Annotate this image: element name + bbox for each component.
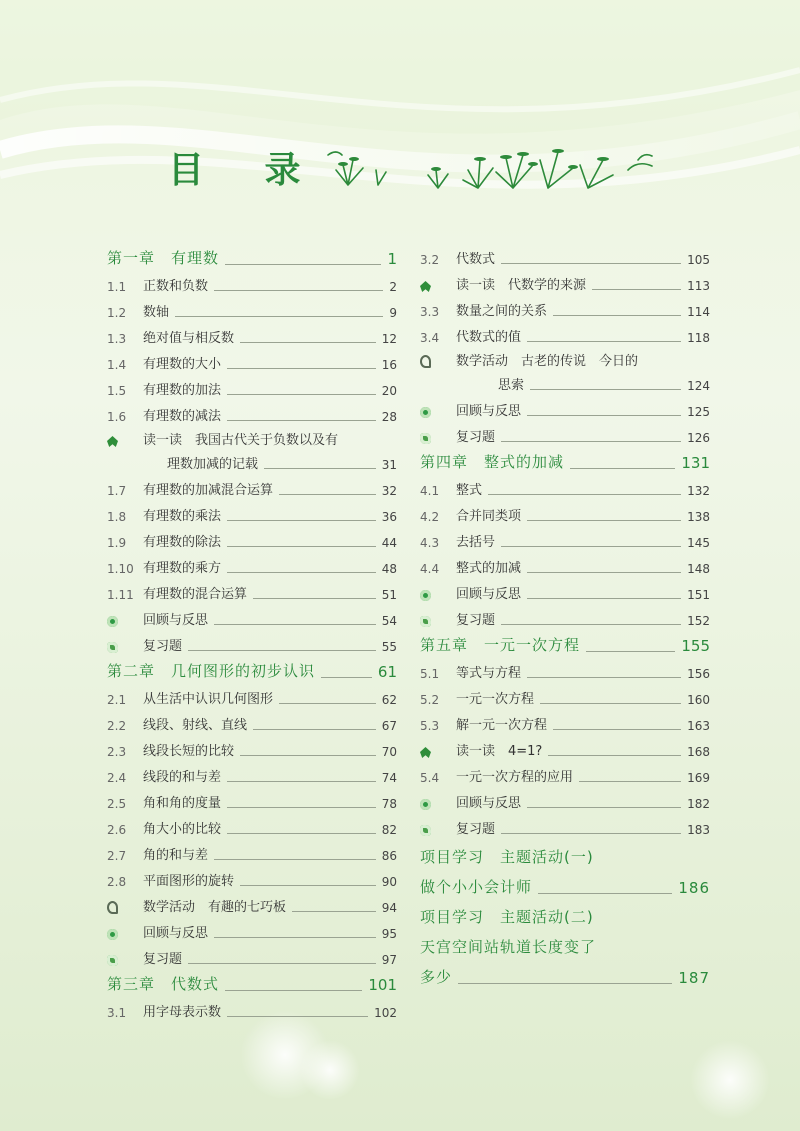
- review-icon: [420, 407, 431, 418]
- section-number: 2.6: [107, 823, 127, 837]
- toc-entry-title: 回顾与反思: [456, 587, 522, 602]
- toc-entry-title: 从生活中认识几何图形: [143, 692, 274, 707]
- toc-page-number: 148: [687, 562, 710, 576]
- toc-entry[interactable]: [107, 735, 397, 761]
- toc-page-number: 31: [381, 458, 397, 472]
- dot-leader: [240, 755, 376, 756]
- section-number: 2.4: [107, 771, 127, 785]
- toc-chapter[interactable]: [420, 447, 710, 474]
- toc-entry[interactable]: [420, 347, 710, 395]
- toc-entry[interactable]: [420, 269, 710, 295]
- toc-entry-title: 角和角的度量: [143, 796, 222, 811]
- dot-leader: [279, 494, 376, 495]
- toc-entry[interactable]: [107, 374, 397, 400]
- toc-entry-title: 一元一次方程的应用: [456, 770, 574, 785]
- dot-leader: [321, 677, 372, 678]
- toc-entry[interactable]: [107, 943, 397, 969]
- dot-leader: [458, 983, 672, 984]
- dot-leader: [538, 893, 672, 894]
- section-number: 1.6: [107, 410, 127, 424]
- toc-page-number: 152: [687, 614, 710, 628]
- toc-page-number: 156: [687, 667, 710, 681]
- dot-leader: [227, 572, 376, 573]
- dot-leader: [501, 624, 681, 625]
- toc-entry[interactable]: [107, 865, 397, 891]
- toc-entry[interactable]: [107, 474, 397, 500]
- dot-leader: [540, 703, 681, 704]
- toc-entry-title: 用字母表示数: [143, 1005, 222, 1020]
- toc-page-number: 1: [387, 250, 397, 268]
- toc-entry-title: 第五章 一元一次方程: [420, 636, 581, 654]
- exercise-icon: [107, 955, 118, 966]
- toc-entry-title: 绝对值与相反数: [143, 331, 235, 346]
- exercise-icon: [420, 616, 431, 627]
- section-number: 2.1: [107, 693, 127, 707]
- toc-entry-title: 数学活动 古老的传说 今日的: [456, 354, 639, 369]
- dot-leader: [240, 885, 376, 886]
- toc-page-number: 55: [381, 640, 397, 654]
- review-icon: [420, 590, 456, 604]
- toc-entry-title: 读一读 我国古代关于负数以及有: [143, 433, 339, 448]
- review-icon: [107, 929, 118, 940]
- toc-page-number: 86: [381, 849, 397, 863]
- toc-entry[interactable]: [107, 270, 397, 296]
- section-number: 3.3: [420, 305, 440, 319]
- review-icon: [107, 929, 143, 943]
- toc-entry[interactable]: [420, 243, 710, 269]
- toc-entry-title: 有理数的除法: [143, 535, 222, 550]
- read-icon: [107, 436, 143, 450]
- toc-page-number: 182: [687, 797, 710, 811]
- toc-page-number: 169: [687, 771, 710, 785]
- toc-entry[interactable]: [420, 683, 710, 709]
- toc-entry-title: 有理数的加法: [143, 383, 222, 398]
- review-icon: [107, 616, 143, 630]
- dot-leader: [488, 494, 681, 495]
- toc-entry-title: 有理数的乘方: [143, 561, 222, 576]
- section-number: 1.9: [107, 536, 127, 550]
- toc-page-number: 95: [381, 927, 397, 941]
- toc-page-number: 48: [381, 562, 397, 576]
- toc-page-number: 28: [381, 410, 397, 424]
- section-number: 2.7: [107, 849, 127, 863]
- dot-leader: [579, 781, 681, 782]
- activity-icon: [420, 355, 431, 368]
- exercise-icon: [420, 616, 456, 630]
- dot-leader: [227, 394, 376, 395]
- toc-page-number: 90: [381, 875, 397, 889]
- toc-left-column: [107, 243, 397, 1022]
- section-number: 1.8: [107, 510, 127, 524]
- dot-leader: [227, 781, 376, 782]
- toc-page-number: 82: [381, 823, 397, 837]
- review-icon: [420, 590, 431, 601]
- dot-leader: [527, 415, 681, 416]
- section-number: 4.3: [420, 536, 440, 550]
- section-number: 2.2: [107, 719, 127, 733]
- exercise-icon: [107, 642, 143, 656]
- toc-entry-title: 第三章 代数式: [107, 975, 220, 993]
- toc-page-number: 78: [381, 797, 397, 811]
- review-icon: [420, 799, 456, 813]
- toc-entry[interactable]: [107, 761, 397, 787]
- toc-entry-title: 平面图形的旋转: [143, 874, 235, 889]
- toc-chapter[interactable]: [107, 969, 397, 996]
- toc-chapter[interactable]: [107, 243, 397, 270]
- toc-entry[interactable]: [107, 552, 397, 578]
- toc-page-number: 12: [381, 332, 397, 346]
- toc-entry[interactable]: [107, 839, 397, 865]
- toc-entry[interactable]: [420, 421, 710, 447]
- toc-entry-title: 有理数的减法: [143, 409, 222, 424]
- toc-entry-title: 代数式: [456, 252, 496, 267]
- section-number: 3.4: [420, 331, 440, 345]
- dot-leader: [227, 546, 376, 547]
- section-number: 2.3: [107, 745, 127, 759]
- section-number: 2.8: [107, 875, 127, 889]
- toc-entry[interactable]: [107, 400, 397, 426]
- toc-page-number: 70: [381, 745, 397, 759]
- dot-leader: [227, 807, 376, 808]
- section-number: 4.1: [420, 484, 440, 498]
- toc-right-column: [420, 243, 710, 989]
- toc-entry-title: 读一读 4=1?: [456, 744, 543, 759]
- dot-leader: [553, 315, 681, 316]
- toc-entry-title: 角大小的比较: [143, 822, 222, 837]
- dot-leader: [530, 389, 681, 390]
- toc-page-number: 62: [381, 693, 397, 707]
- dot-leader: [227, 420, 376, 421]
- toc-entry-title: 解一元一次方程: [456, 718, 548, 733]
- toc-entry-title: 项目学习 主题活动(二): [420, 908, 594, 926]
- toc-entry[interactable]: [420, 295, 710, 321]
- dot-leader: [292, 911, 376, 912]
- toc-page-number: 145: [687, 536, 710, 550]
- toc-entry[interactable]: [107, 348, 397, 374]
- dot-leader: [279, 703, 376, 704]
- toc-project[interactable]: [420, 869, 710, 899]
- dot-leader: [527, 341, 681, 342]
- section-number: 3.1: [107, 1006, 127, 1020]
- toc-page-number: 186: [678, 879, 710, 897]
- toc-entry[interactable]: [420, 604, 710, 630]
- section-number: 5.1: [420, 667, 440, 681]
- section-number: 4.2: [420, 510, 440, 524]
- toc-page-number: 132: [687, 484, 710, 498]
- toc-entry-title: 第一章 有理数: [107, 249, 220, 267]
- read-icon: [420, 747, 431, 758]
- bokeh-decoration: [300, 1040, 360, 1100]
- toc-entry[interactable]: [420, 787, 710, 813]
- toc-page-number: 124: [687, 379, 710, 393]
- toc-entry-title: 整式的加减: [456, 561, 522, 576]
- toc-entry[interactable]: [107, 996, 397, 1022]
- toc-entry-title: 复习题: [143, 952, 183, 967]
- exercise-icon: [107, 955, 143, 969]
- review-icon: [107, 616, 118, 627]
- toc-entry-title: 线段的和与差: [143, 770, 222, 785]
- toc-entry[interactable]: [420, 321, 710, 347]
- toc-entry[interactable]: [107, 322, 397, 348]
- dot-leader: [553, 729, 681, 730]
- toc-page-number: 2: [389, 280, 397, 294]
- toc-entry[interactable]: [107, 426, 397, 474]
- toc-entry[interactable]: [420, 735, 710, 761]
- dot-leader: [175, 316, 383, 317]
- review-icon: [420, 799, 431, 810]
- dot-leader: [501, 441, 681, 442]
- toc-entry-title: 复习题: [456, 613, 496, 628]
- dot-leader: [527, 807, 681, 808]
- dot-leader: [227, 368, 376, 369]
- toc-page-number: 32: [381, 484, 397, 498]
- toc-entry-title: 第二章 几何图形的初步认识: [107, 662, 316, 680]
- toc-entry-title: 数轴: [143, 305, 170, 320]
- toc-page-number: 102: [374, 1006, 397, 1020]
- toc-page-number: 138: [687, 510, 710, 524]
- toc-entry[interactable]: [420, 657, 710, 683]
- dot-leader: [227, 520, 376, 521]
- toc-entry[interactable]: [107, 604, 397, 630]
- dot-leader: [227, 833, 376, 834]
- dot-leader: [225, 990, 362, 991]
- toc-entry[interactable]: [107, 683, 397, 709]
- dot-leader: [592, 289, 681, 290]
- plant-decoration-icon: [318, 130, 678, 200]
- exercise-icon: [420, 433, 431, 444]
- dot-leader: [214, 624, 376, 625]
- dot-leader: [527, 572, 681, 573]
- toc-project[interactable]: [420, 899, 710, 929]
- section-number: 1.4: [107, 358, 127, 372]
- toc-entry-title: 第四章 整式的加减: [420, 453, 565, 471]
- toc-entry-title: 回顾与反思: [456, 796, 522, 811]
- dot-leader: [586, 651, 675, 652]
- toc-entry-title: 整式: [456, 483, 483, 498]
- activity-icon: [107, 901, 118, 914]
- toc-entry[interactable]: [107, 526, 397, 552]
- dot-leader: [214, 937, 376, 938]
- toc-entry-title: 回顾与反思: [456, 404, 522, 419]
- toc-entry-title: 数量之间的关系: [456, 304, 548, 319]
- dot-leader: [527, 598, 681, 599]
- toc-entry-title: 做个小小会计师: [420, 878, 533, 896]
- toc-entry-title: 项目学习 主题活动(一): [420, 848, 594, 866]
- review-icon: [420, 407, 456, 421]
- section-number: 1.5: [107, 384, 127, 398]
- toc-page-number: 155: [681, 637, 710, 655]
- toc-entry-title: 复习题: [456, 822, 496, 837]
- toc-entry-title: 正数和负数: [143, 279, 209, 294]
- section-number: 1.7: [107, 484, 127, 498]
- dot-leader: [527, 677, 681, 678]
- dot-leader: [501, 546, 681, 547]
- dot-leader: [548, 755, 681, 756]
- toc-entry[interactable]: [107, 891, 397, 917]
- toc-page-number: 114: [687, 305, 710, 319]
- toc-page-number: 97: [381, 953, 397, 967]
- toc-page-number: 36: [381, 510, 397, 524]
- toc-entry[interactable]: [420, 474, 710, 500]
- dot-leader: [527, 520, 681, 521]
- toc-page-number: 126: [687, 431, 710, 445]
- exercise-icon: [420, 825, 456, 839]
- dot-leader: [253, 598, 376, 599]
- toc-page-number: 168: [687, 745, 710, 759]
- toc-entry-title: 天宫空间站轨道长度变了: [420, 938, 597, 956]
- toc-entry[interactable]: [420, 813, 710, 839]
- toc-page-number: 105: [687, 253, 710, 267]
- dot-leader: [253, 729, 376, 730]
- toc-entry[interactable]: [420, 578, 710, 604]
- dot-leader: [214, 859, 376, 860]
- toc-entry[interactable]: [420, 526, 710, 552]
- toc-page-number: 94: [381, 901, 397, 915]
- toc-entry-title: 线段、射线、直线: [143, 718, 248, 733]
- section-number: 3.2: [420, 253, 440, 267]
- exercise-icon: [107, 642, 118, 653]
- dot-leader: [225, 264, 381, 265]
- toc-page-number: 20: [381, 384, 397, 398]
- toc-page-number: 51: [381, 588, 397, 602]
- section-number: 4.4: [420, 562, 440, 576]
- toc-page-number: 44: [381, 536, 397, 550]
- toc-entry-title: 多少: [420, 968, 453, 986]
- section-number: 2.5: [107, 797, 127, 811]
- toc-entry-title: 有理数的大小: [143, 357, 222, 372]
- toc-entry-title: 一元一次方程: [456, 692, 535, 707]
- section-number: 1.10: [107, 562, 134, 576]
- section-number: 5.3: [420, 719, 440, 733]
- toc-entry[interactable]: [420, 552, 710, 578]
- header-swoosh-decoration: [0, 0, 800, 240]
- toc-page-number: 67: [381, 719, 397, 733]
- dot-leader: [227, 1016, 368, 1017]
- read-icon: [107, 436, 118, 447]
- toc-entry[interactable]: [107, 813, 397, 839]
- dot-leader: [188, 650, 376, 651]
- toc-project[interactable]: [420, 929, 710, 959]
- toc-entry-title: 合并同类项: [456, 509, 522, 524]
- toc-entry[interactable]: [107, 296, 397, 322]
- toc-page-number: 125: [687, 405, 710, 419]
- toc-chapter[interactable]: [420, 630, 710, 657]
- toc-entry[interactable]: [420, 709, 710, 735]
- toc-entry[interactable]: [107, 500, 397, 526]
- toc-entry-title: 复习题: [143, 639, 183, 654]
- section-number: 1.3: [107, 332, 127, 346]
- toc-entry[interactable]: [107, 578, 397, 604]
- read-icon: [420, 281, 456, 295]
- toc-entry-title: 复习题: [456, 430, 496, 445]
- read-icon: [420, 281, 431, 292]
- toc-page-number: 183: [687, 823, 710, 837]
- toc-entry[interactable]: [107, 709, 397, 735]
- toc-entry[interactable]: [107, 787, 397, 813]
- toc-page-number: 101: [368, 976, 397, 994]
- toc-page-number: 151: [687, 588, 710, 602]
- toc-entry[interactable]: [420, 395, 710, 421]
- toc-entry[interactable]: [420, 761, 710, 787]
- toc-page-number: 54: [381, 614, 397, 628]
- toc-page-number: 61: [377, 663, 397, 681]
- toc-entry-title-continued: 理数加减的记载: [167, 457, 259, 472]
- toc-entry-title: 去括号: [456, 535, 496, 550]
- read-icon: [420, 747, 456, 761]
- dot-leader: [240, 342, 376, 343]
- toc-entry-title: 角的和与差: [143, 848, 209, 863]
- toc-page-number: 118: [687, 331, 710, 345]
- section-number: 1.2: [107, 306, 127, 320]
- toc-chapter[interactable]: [107, 656, 397, 683]
- toc-page-number: 9: [389, 306, 397, 320]
- activity-icon: [107, 901, 143, 917]
- toc-entry[interactable]: [107, 630, 397, 656]
- toc-page-number: 16: [381, 358, 397, 372]
- toc-page-number: 74: [381, 771, 397, 785]
- toc-entry-title: 读一读 代数学的来源: [456, 278, 587, 293]
- dot-leader: [501, 833, 681, 834]
- toc-entry-title: 线段长短的比较: [143, 744, 235, 759]
- toc-entry-title: 有理数的乘法: [143, 509, 222, 524]
- bokeh-decoration: [690, 1040, 770, 1120]
- toc-entry-title: 等式与方程: [456, 666, 522, 681]
- page-title: 目 录: [168, 149, 325, 191]
- toc-entry-title: 回顾与反思: [143, 613, 209, 628]
- exercise-icon: [420, 825, 431, 836]
- section-number: 5.4: [420, 771, 440, 785]
- toc-entry-title: 代数式的值: [456, 330, 522, 345]
- toc-entry-title: 回顾与反思: [143, 926, 209, 941]
- section-number: 5.2: [420, 693, 440, 707]
- toc-entry-title: 数学活动 有趣的七巧板: [143, 900, 287, 915]
- toc-page-number: 160: [687, 693, 710, 707]
- dot-leader: [501, 263, 681, 264]
- dot-leader: [188, 963, 376, 964]
- toc-entry-title-continued: 思索: [498, 378, 525, 393]
- toc-project[interactable]: [420, 839, 710, 869]
- dot-leader: [214, 290, 383, 291]
- toc-entry[interactable]: [107, 917, 397, 943]
- dot-leader: [570, 468, 675, 469]
- toc-project[interactable]: [420, 959, 710, 989]
- exercise-icon: [420, 433, 456, 447]
- toc-entry-title: 有理数的加减混合运算: [143, 483, 274, 498]
- toc-entry-title: 有理数的混合运算: [143, 587, 248, 602]
- section-number: 1.11: [107, 588, 134, 602]
- toc-page-number: 131: [681, 454, 710, 472]
- dot-leader: [264, 468, 376, 469]
- toc-page-number: 113: [687, 279, 710, 293]
- section-number: 1.1: [107, 280, 127, 294]
- toc-page-number: 187: [678, 969, 710, 987]
- toc-page-number: 163: [687, 719, 710, 733]
- activity-icon: [420, 355, 456, 371]
- toc-entry[interactable]: [420, 500, 710, 526]
